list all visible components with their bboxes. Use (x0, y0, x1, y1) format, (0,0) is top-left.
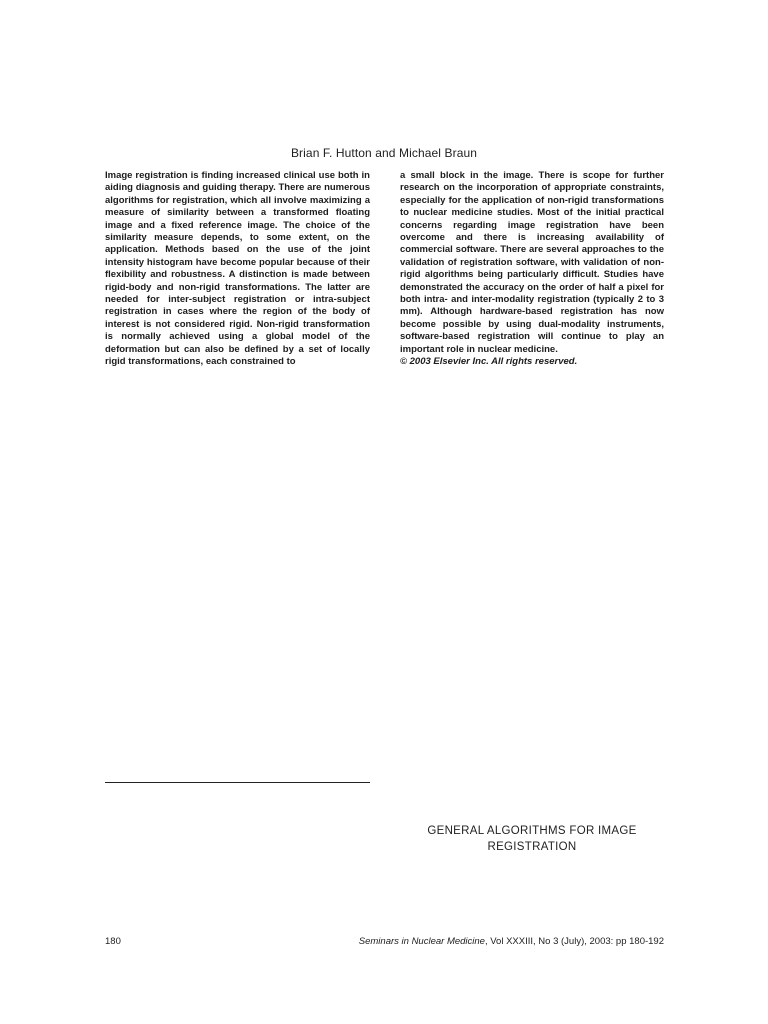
footnote-divider (105, 782, 370, 783)
author-byline: Brian F. Hutton and Michael Braun (290, 146, 478, 160)
section-heading: GENERAL ALGORITHMS FOR IMAGE REGISTRATION (427, 825, 637, 853)
abstract-left-column (105, 170, 370, 369)
abstract-text-right: a small block in the image. There is scope for further research on the incorporation of appropriate constraints, especially for the application of non-rigid transformations to nuclear medicine studies. Most of the initial practical concerns regarding image registration have been overcome and there is increasing availability of commercial software. There are several approaches to the validation of registration software, with validation of non-rigid algorithms being particularly difficult. Studies have demonstrated the accuracy on the order of half a pixel for both intra- and inter-modality registration (typically 2 to 3 mm). Although hardware-based registration has now become possible by using dual-modality instruments, software-based registration will continue to play an important role in nuclear medicine. (400, 170, 664, 355)
citation-details: , Vol XXXIII, No 3 (July), 2003: pp 180-192 (484, 936, 664, 947)
abstract-right-column (400, 170, 664, 369)
journal-citation (359, 936, 664, 947)
copyright-notice: © 2003 Elsevier Inc. All rights reserved. (400, 356, 578, 368)
abstract-text-left: Image registration is finding increased clinical use both in aiding diagnosis and guiding therapy. There are numerous algorithms for registration, which all involve maximizing a measure of similarity between a transformed floating image and a fixed reference image. The choice of the similarity measure depends, to some extent, on the application. Methods based on the use of the joint intensity histogram have become popular because of their flexibility and robustness. A distinction is made between rigid-body and non-rigid transformations. The latter are needed for inter-subject registration or intra-subject registration in cases where the region of the body of interest is not considered rigid. Non-rigid transformation is normally achieved using a global model of the deformation but can also be defined by a set of locally rigid transformations, each constrained to (105, 170, 370, 368)
page-number: 180 (105, 936, 121, 947)
journal-name: Seminars in Nuclear Medicine (358, 936, 485, 947)
